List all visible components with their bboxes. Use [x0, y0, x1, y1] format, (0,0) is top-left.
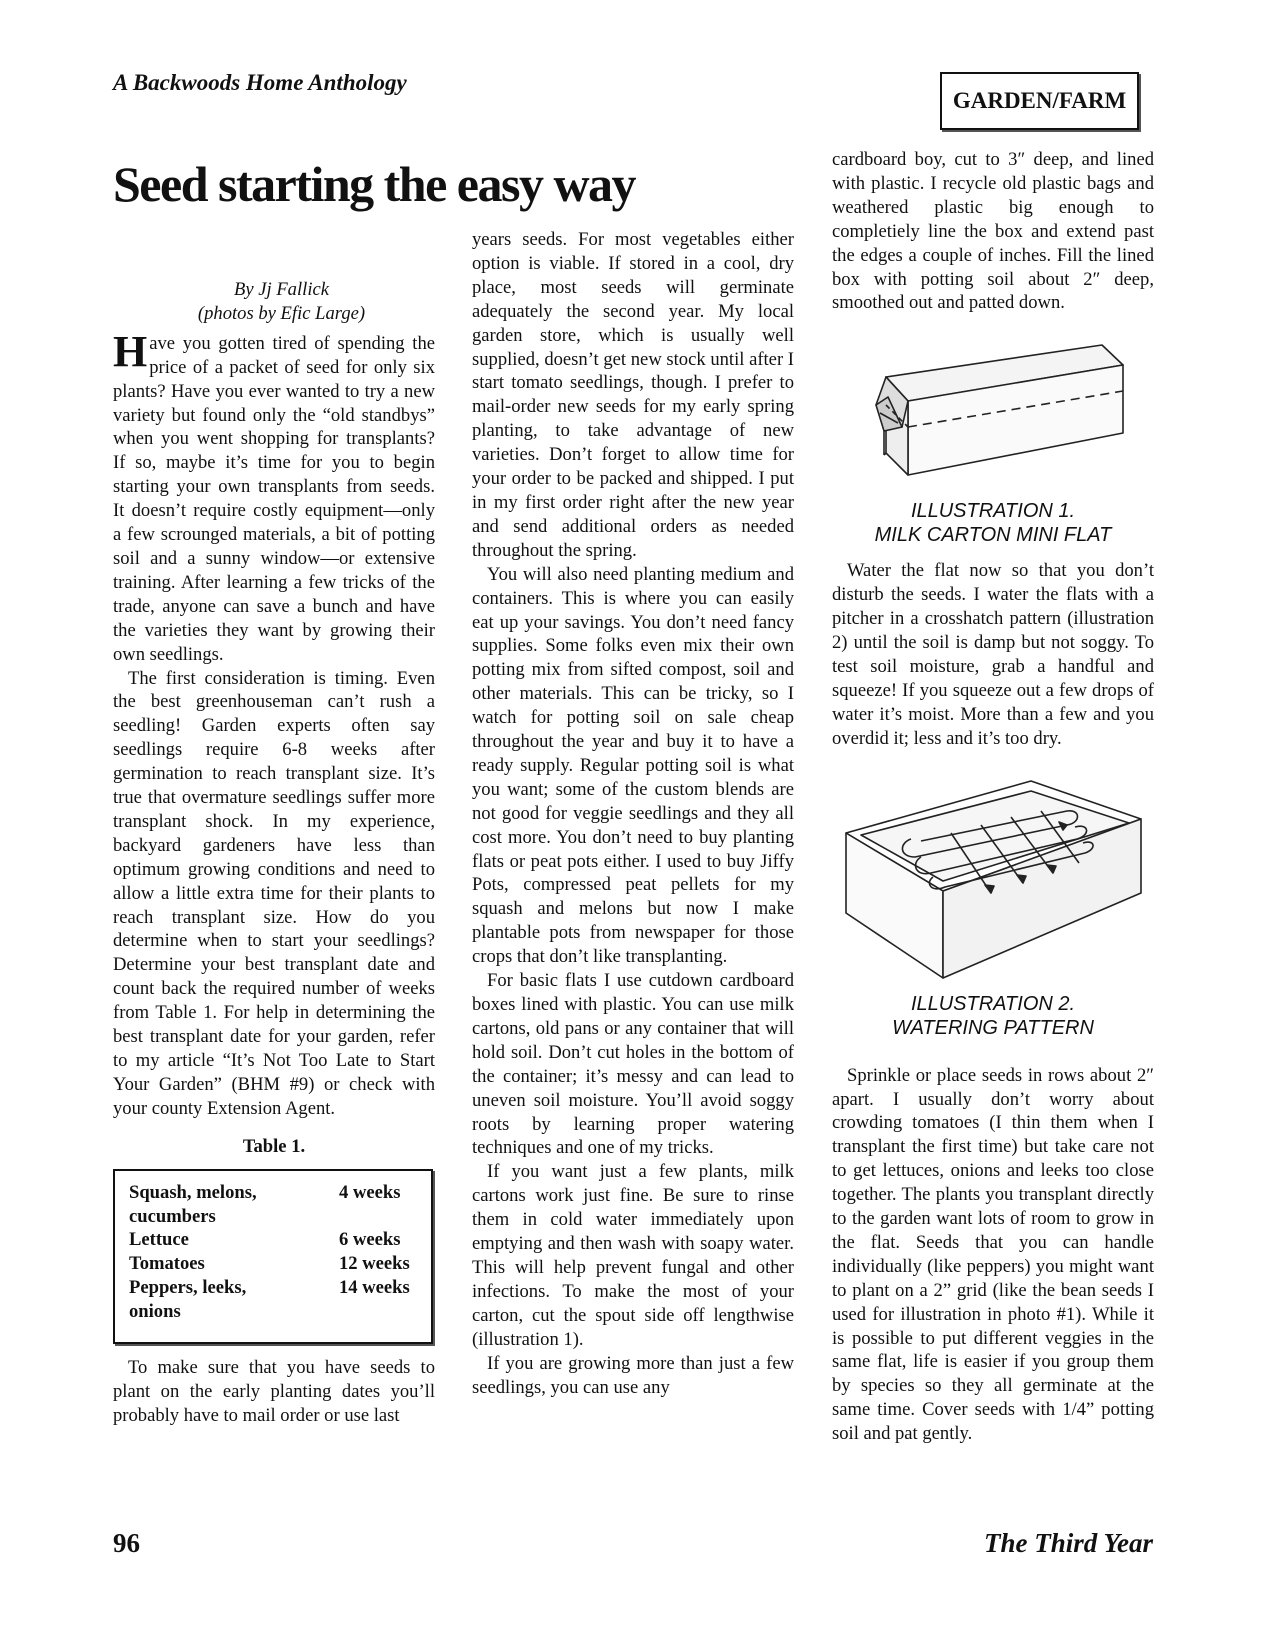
table-1 [113, 1169, 433, 1344]
drop-cap: H [113, 326, 148, 376]
column-2 [472, 228, 794, 1399]
paragraph: years seeds. For most vegetables either option is viable. If stored in a cool, dry place, most seeds will germinate adequately the second year. My local garden store, which is usually well supplied, doesn’t get new stock until after I start tomato seedlings, though. I prefer to mail-order new seeds for my early spring planting, to take advantage of new varieties. Don’t forget to allow time for your order to be packed and shipped. I put in my first order right after the new year and send additional orders as needed throughout the spring. [472, 229, 794, 561]
byline: By Jj Fallick [234, 279, 329, 300]
paragraph: Water the flat now so that you don’t disturb the seeds. I water the flats with a pitcher in a crosshatch pattern (illustration 2) until the soil is damp but not soggy. To test soil moisture, grab a handful and squeeze! If you squeeze out a few drops of water it’s moist. More than a few and you overdid it; less and it’s too dry. [832, 560, 1154, 749]
paragraph: For basic flats I use cutdown cardboard boxes lined with plastic. You can use milk cartons, old pans or any container that will hold soil. Don’t cut holes in the bottom of the container; it’s messy and can lead to uneven soil moisture. You’ll avoid soggy roots by learning proper watering techniques and one of my tricks. [472, 970, 794, 1159]
paragraph: The first consideration is timing. Even the best greenhouseman can’t rush a seedling! Garden experts often say seedlings require 6-8 weeks after germination to reach transplant size. It’s true that overmature seedlings suffer more transplant shock. In my experience, backyard gardeners have less than optimum growing conditions and need to allow a little extra time for their plants to reach transplant size. How do you determine when to start your seedlings? Determine your best transplant date and count back the required number of weeks from Table 1. For help in determining the best transplant date for your garden, refer to my article “It’s Not Too Late to Start Your Garden” (BHM #9) or check with your county Extension Agent. [113, 667, 435, 1119]
paragraph: Have you gotten tired of spending the price of a packet of seed for only six plants? Have you ever wanted to try a new variety but found only the “old standbys” when you went shopping for transplants? If so, maybe it’s time for you to begin starting your own transplants from seeds. It doesn’t require costly equipment—only a few scrounged materials, a bit of potting soil and a sunny window—or extensive training. After learning a few tricks of the trade, anyone can save a bunch and have the varieties they want by growing their own seedlings. [113, 326, 435, 665]
crop-cell: Peppers, leeks, onions [129, 1277, 247, 1323]
table-row [129, 1276, 419, 1324]
paragraph: If you are growing more than just a few seedlings, you can use any [472, 1352, 794, 1398]
table-row [129, 1228, 419, 1252]
section-label: GARDEN/FARM [940, 72, 1139, 130]
column-3 [832, 148, 1154, 1446]
anthology-title: A Backwoods Home Anthology [113, 70, 407, 95]
book-title: The Third Year [983, 1528, 1153, 1558]
watering-pattern-illustration [841, 773, 1146, 988]
weeks-cell: 12 weeks [339, 1253, 410, 1275]
weeks-cell: 4 weeks [339, 1181, 401, 1203]
table-caption: Table 1. [242, 1135, 306, 1157]
crop-cell: Tomatoes [129, 1253, 205, 1275]
crop-cell: Lettuce [129, 1229, 189, 1251]
paragraph: You will also need planting medium and containers. This is where you can easily eat up your savings. You don’t need fancy supplies. Some folks even mix their own potting mix from sifted compost, soil and other materials. This can be tricky, so I watch for potting soil on sale cheap throughout the year and buy it to have a ready supply. Regular potting soil is what you want; some of the custom blends are not good for veggie seedlings and they all cost more. You don’t need to buy planting flats or peat pots either. I used to buy Jiffy Pots, compressed peat pellets for my squash and melons but now I make plantable pots from newspaper for those crops that don’t like transplanting. [472, 563, 794, 968]
article-title: Seed starting the easy way [113, 156, 636, 212]
table-row [129, 1252, 419, 1276]
milk-carton-illustration [858, 335, 1128, 495]
weeks-cell: 14 weeks [339, 1277, 410, 1299]
illustration-1-caption: ILLUSTRATION 1. MILK CARTON MINI FLAT [874, 500, 1112, 547]
page-number: 96 [113, 1528, 140, 1558]
crop-cell: Squash, melons, cucumbers [129, 1181, 257, 1227]
paragraph: cardboard boy, cut to 3″ deep, and lined with plastic. I recycle old plastic bags and weathered plastic big enough to completiely line the box and extend past the edges a couple of inches. Fill the lined box with potting soil about 2″ deep, smoothed out and patted down. [832, 149, 1154, 314]
paragraph: Sprinkle or place seeds in rows about 2″ apart. I usually don’t worry about crowding tomatoes (I thin them when I transplant the first time) but take care not to get lettuces, onions and leeks too close together. The plants you transplant directly to the garden want lots of room to grow in the flat. Seeds that you can handle individually (like peppers) you might want to plant on a 2” grid (like the bean seeds I used for illustration in photo #1). While it is possible to put different veggies in the same flat, life is easier if you group them by species so they all germinate at the same time. Cover seeds with 1/4” potting soil and pat gently. [832, 1064, 1154, 1445]
illustration-2-caption: ILLUSTRATION 2. WATERING PATTERN [892, 992, 1094, 1039]
paragraph: If you want just a few plants, milk cartons work just fine. Be sure to rinse them in cold water immediately upon emptying and then wash with soapy water. This will help prevent fungal and other infections. To make the most of your carton, cut the spout side off lengthwise (illustration 1). [472, 1161, 794, 1350]
table-row [129, 1181, 419, 1229]
paragraph: To make sure that you have seeds to plant on the early planting dates you’ll probably have to mail order or use last [113, 1357, 435, 1426]
column-1 [113, 278, 435, 1428]
photo-credit: (photos by Efic Large) [197, 302, 366, 324]
weeks-cell: 6 weeks [339, 1229, 401, 1251]
